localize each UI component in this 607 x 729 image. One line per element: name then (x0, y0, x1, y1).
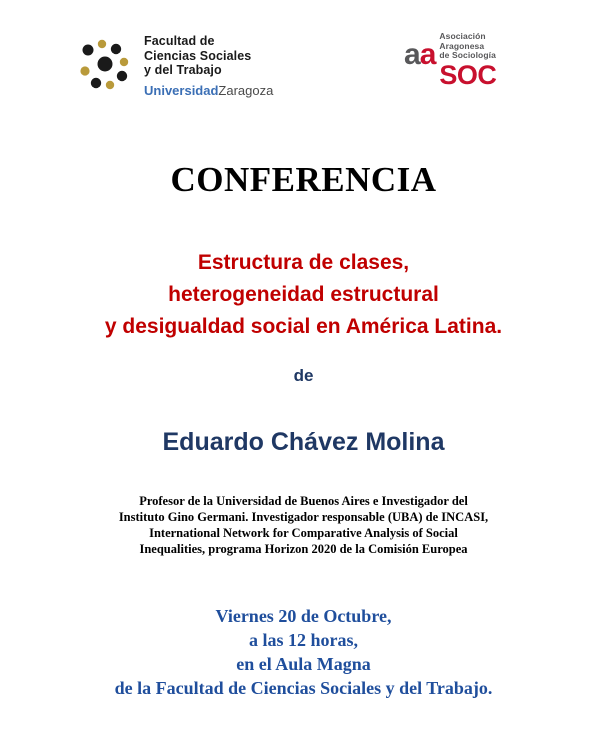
aa-monogram-icon: aa (404, 38, 436, 71)
faculty-logo-text (144, 34, 273, 98)
event-detail-line: a las 12 horas, (248, 630, 358, 650)
bio-line: International Network for Comparative Analysis of Social (149, 526, 458, 540)
bio-line: Inequalities, programa Horizon 2020 de la Comisión Europea (139, 542, 468, 556)
talk-title-line: heterogeneidad estructural (168, 283, 439, 306)
university-line (144, 83, 273, 98)
asociacion-logo-text (439, 32, 496, 89)
bio-line: Profesor de la Universidad de Buenos Aires e Investigador del (139, 494, 468, 508)
speaker-bio (0, 493, 607, 557)
asociacion-acronym: SOC (439, 59, 497, 90)
event-detail-line: de la Facultad de Ciencias Sociales y del Trabajo. (114, 678, 493, 698)
event-detail-line: Viernes 20 de Octubre, (215, 606, 392, 626)
page-title: CONFERENCIA (170, 160, 437, 199)
connector-word: de (293, 366, 314, 385)
university-bold: Universidad (144, 82, 219, 98)
faculty-line-3: y del Trabajo (144, 63, 222, 77)
talk-title (0, 247, 607, 343)
talk-title-line: y desigualdad social en América Latina. (104, 315, 503, 338)
university-light: Zaragoza (218, 82, 274, 98)
asociacion-line-2: Aragonesa (439, 40, 485, 51)
bio-line: Instituto Gino Germani. Investigador responsable (UBA) de INCASI, (118, 510, 489, 524)
speaker-name: Eduardo Chávez Molina (162, 428, 445, 456)
faculty-logo (78, 34, 273, 98)
event-detail-line: en el Aula Magna (236, 654, 371, 674)
event-details (0, 604, 607, 700)
dots-circle-logo-icon (78, 37, 136, 95)
faculty-line-2: Ciencias Sociales (144, 48, 252, 63)
talk-title-line: Estructura de clases, (197, 251, 410, 274)
asociacion-line-1: Asociación (439, 31, 486, 41)
asociacion-logo (404, 32, 496, 89)
faculty-line-1: Facultad de (144, 34, 215, 48)
asociacion-line-3: de Sociología (439, 50, 496, 60)
poster-header (0, 26, 607, 116)
